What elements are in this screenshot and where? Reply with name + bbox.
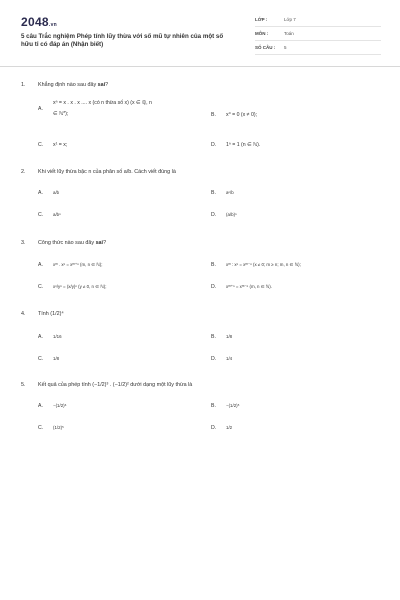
meta-value: Lớp 7 (284, 17, 296, 22)
question-number: 3. (21, 240, 26, 246)
option-letter: A. (38, 334, 43, 340)
meta-subject (255, 28, 381, 41)
option-letter: C. (38, 284, 44, 290)
meta-grade (255, 14, 381, 27)
option-letter: C. (38, 142, 44, 148)
option-text: x⁰ = 0 (x ≠ 0); (226, 112, 258, 118)
option-text: 1/4 (226, 356, 233, 361)
option-letter: A. (38, 262, 43, 268)
question-number: 1. (21, 82, 26, 88)
document-title: 5 câu Trắc nghiệm Phép tính lũy thừa với số mũ tự nhiên của một số hữu tỉ có đáp án (Nhận biết) (21, 33, 224, 48)
option-text: xᵐ . xⁿ = xᵐ⁺ⁿ (m, n ∈ ℕ); (53, 262, 103, 267)
meta-key: MÔN : (255, 31, 269, 36)
option-text: 1ⁿ = 1 (n ∈ ℕ). (226, 142, 261, 148)
site-logo[interactable]: 2048.vn (21, 15, 58, 29)
document-header (0, 0, 400, 60)
option-text: 1/16 (53, 334, 62, 339)
meta-value: Toán (284, 31, 294, 36)
question-stem: Kết quả của phép tính (−1/2)³ . (−1/2)² dưới dạng một lũy thừa là (38, 382, 193, 388)
option-text: (a/b)ⁿ (226, 212, 237, 217)
option-letter: A. (38, 106, 43, 112)
option-letter: D. (211, 425, 217, 431)
option-text: −(1/2)⁶ (53, 403, 67, 408)
option-letter: D. (211, 142, 217, 148)
option-text: a/bⁿ (53, 212, 61, 217)
meta-count (255, 42, 381, 55)
option-letter: A. (38, 403, 43, 409)
option-letter: D. (211, 284, 217, 290)
option-letter: B. (211, 334, 216, 340)
option-letter: C. (38, 356, 44, 362)
question-stem: Khẳng định nào sau đây sai? (38, 82, 109, 88)
option-letter: D. (211, 212, 217, 218)
option-text: xᵐ⁺ⁿ = xᵐ⁻ⁿ (m, n ∈ ℕ). (226, 284, 272, 289)
question-stem: Tính (1/2)⁴ (38, 311, 64, 317)
meta-value: 5 (284, 45, 287, 50)
option-letter: C. (38, 425, 44, 431)
option-text: xᵐ : xⁿ = xᵐ⁻ⁿ (x ≠ 0; m ≥ n; m, n ∈ ℕ); (226, 262, 301, 267)
option-letter: B. (211, 262, 216, 268)
option-letter: B. (211, 190, 216, 196)
question-number: 2. (21, 169, 26, 175)
option-text: 1/8 (226, 334, 233, 339)
option-text-continued: ∈ ℕ*); (53, 111, 69, 117)
question-number: 4. (21, 311, 26, 317)
option-text: −(1/2)⁵ (226, 403, 240, 408)
meta-key: LỚP : (255, 17, 268, 22)
option-text: (1/2)⁵ (53, 425, 64, 430)
question-stem: Công thức nào sau đây sai? (38, 240, 107, 246)
option-text: a/b (53, 190, 60, 195)
question-number: 5. (21, 382, 26, 388)
meta-key: SỐ CÂU : (255, 45, 276, 50)
option-text: xⁿ = x . x . x .... x (có n thừa số x) (x ∈ ℚ, n (53, 100, 152, 106)
option-text: 1/2 (226, 425, 233, 430)
question-stem: Khi viết lũy thừa bậc n của phân số a/b. Cách viết đúng là (38, 169, 176, 175)
option-text: xⁿ/yⁿ = (x/y)ⁿ (y ≠ 0, n ∈ ℕ); (53, 284, 107, 289)
option-letter: D. (211, 356, 217, 362)
option-text: 1/8 (53, 356, 60, 361)
header-divider (0, 66, 400, 67)
option-letter: B. (211, 403, 216, 409)
option-letter: B. (211, 112, 216, 118)
option-letter: C. (38, 212, 44, 218)
option-text: x¹ = x; (53, 142, 68, 148)
option-text: aⁿ/b (226, 190, 234, 195)
option-letter: A. (38, 190, 43, 196)
